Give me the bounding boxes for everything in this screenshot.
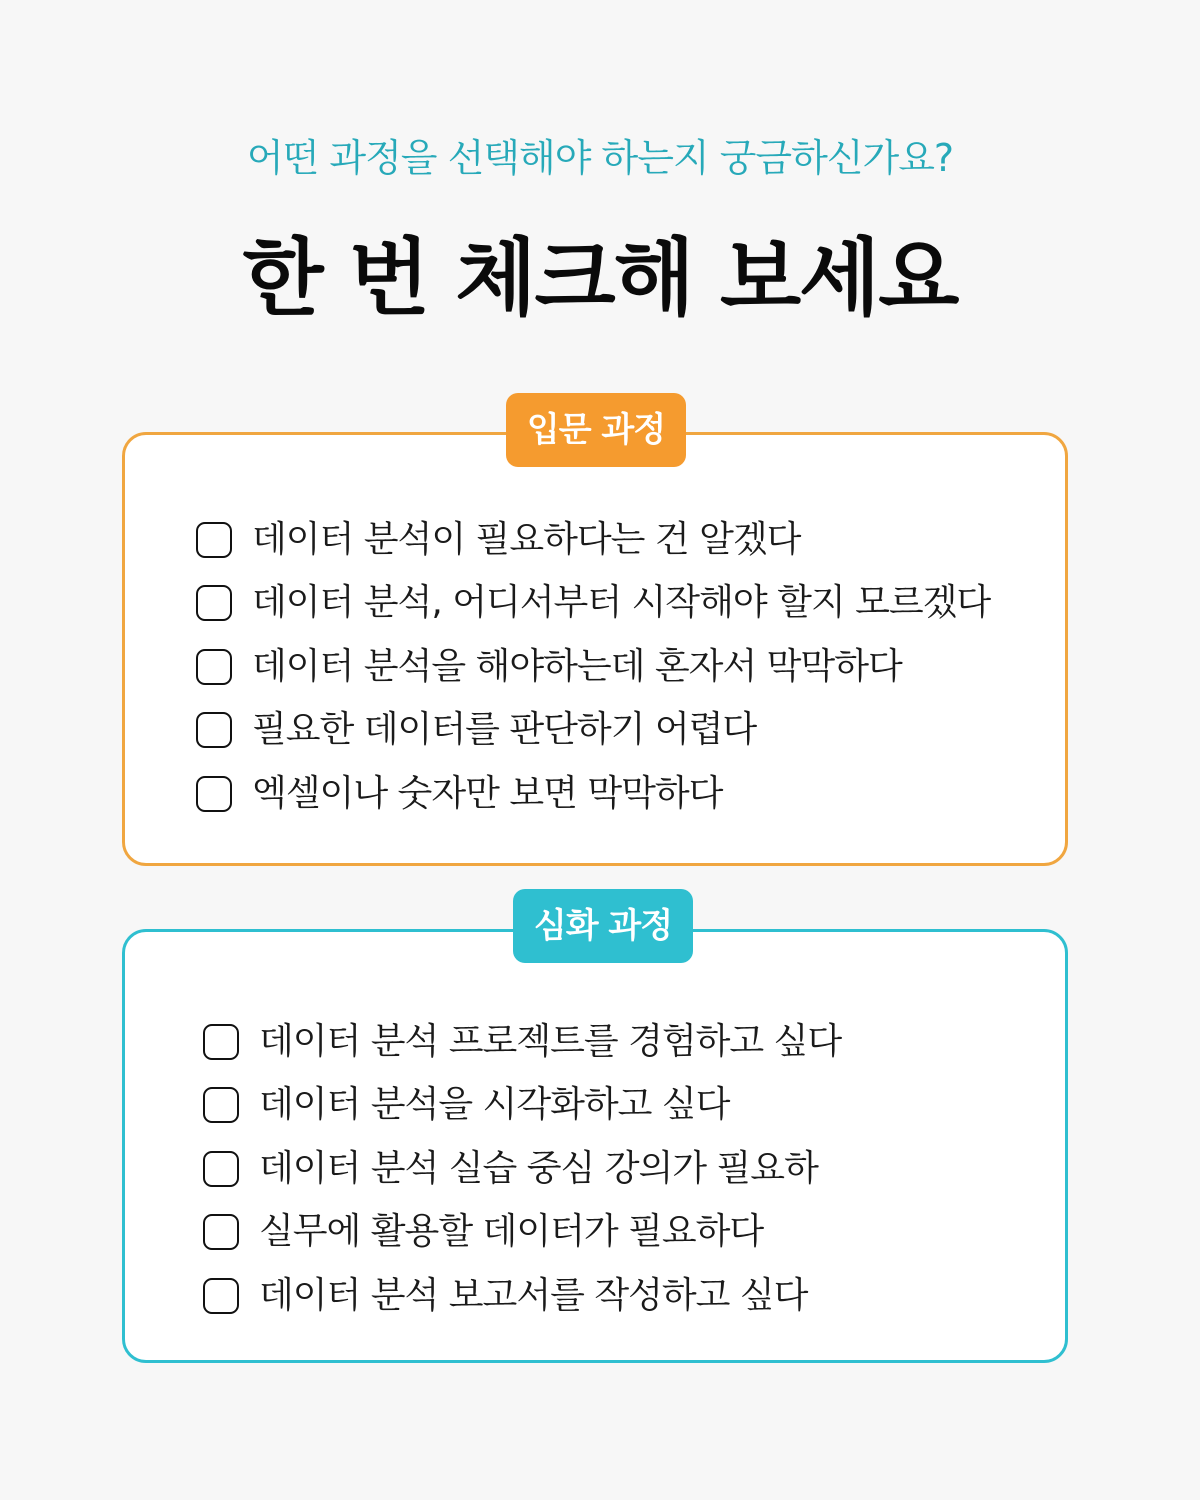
- checklist-item: [203, 1074, 841, 1138]
- checklist-item-label: 데이터 분석이 필요하다는 건 알겠다: [252, 518, 801, 560]
- checklist-item: [203, 1264, 841, 1328]
- advanced-course-badge: 심화 과정: [513, 889, 693, 963]
- beginner-course-badge: 입문 과정: [506, 393, 686, 467]
- checklist-item: [196, 508, 990, 572]
- checklist-item-label: 데이터 분석을 해야하는데 혼자서 막막하다: [252, 645, 902, 687]
- checkbox[interactable]: [196, 712, 232, 748]
- page-title: 한 번 체크해 보세요: [242, 229, 958, 327]
- checklist-item-label: 데이터 분석을 시각화하고 싶다: [259, 1084, 730, 1126]
- checkbox[interactable]: [203, 1278, 239, 1314]
- checkbox[interactable]: [203, 1214, 239, 1250]
- checklist-item: [196, 762, 990, 826]
- checklist-item: [196, 699, 990, 763]
- checklist-item: [203, 1201, 841, 1265]
- checklist-item-label: 데이터 분석 프로젝트를 경험하고 싶다: [259, 1020, 842, 1062]
- checkbox[interactable]: [196, 585, 232, 621]
- checklist-item: [196, 572, 990, 636]
- checklist-item-label: 데이터 분석, 어디서부터 시작해야 할지 모르겠다: [252, 582, 991, 624]
- subtitle: 어떤 과정을 선택해야 하는지 궁금하신가요?: [246, 136, 954, 180]
- checklist-item: [203, 1010, 841, 1074]
- beginner-checklist: [196, 508, 990, 826]
- checkbox[interactable]: [196, 776, 232, 812]
- checkbox[interactable]: [203, 1151, 239, 1187]
- checklist-item-label: 엑셀이나 숫자만 보면 막막하다: [252, 772, 723, 814]
- checklist-item-label: 데이터 분석 실습 중심 강의가 필요하: [259, 1147, 818, 1189]
- checklist-item-label: 실무에 활용할 데이터가 필요하다: [259, 1211, 764, 1253]
- checkbox[interactable]: [203, 1024, 239, 1060]
- checkbox[interactable]: [203, 1087, 239, 1123]
- checklist-item-label: 데이터 분석 보고서를 작성하고 싶다: [259, 1274, 808, 1316]
- checklist-item: [196, 635, 990, 699]
- checklist-item-label: 필요한 데이터를 판단하기 어렵다: [252, 709, 757, 751]
- advanced-checklist: [203, 1010, 841, 1328]
- checklist-item: [203, 1137, 841, 1201]
- checkbox[interactable]: [196, 522, 232, 558]
- checkbox[interactable]: [196, 649, 232, 685]
